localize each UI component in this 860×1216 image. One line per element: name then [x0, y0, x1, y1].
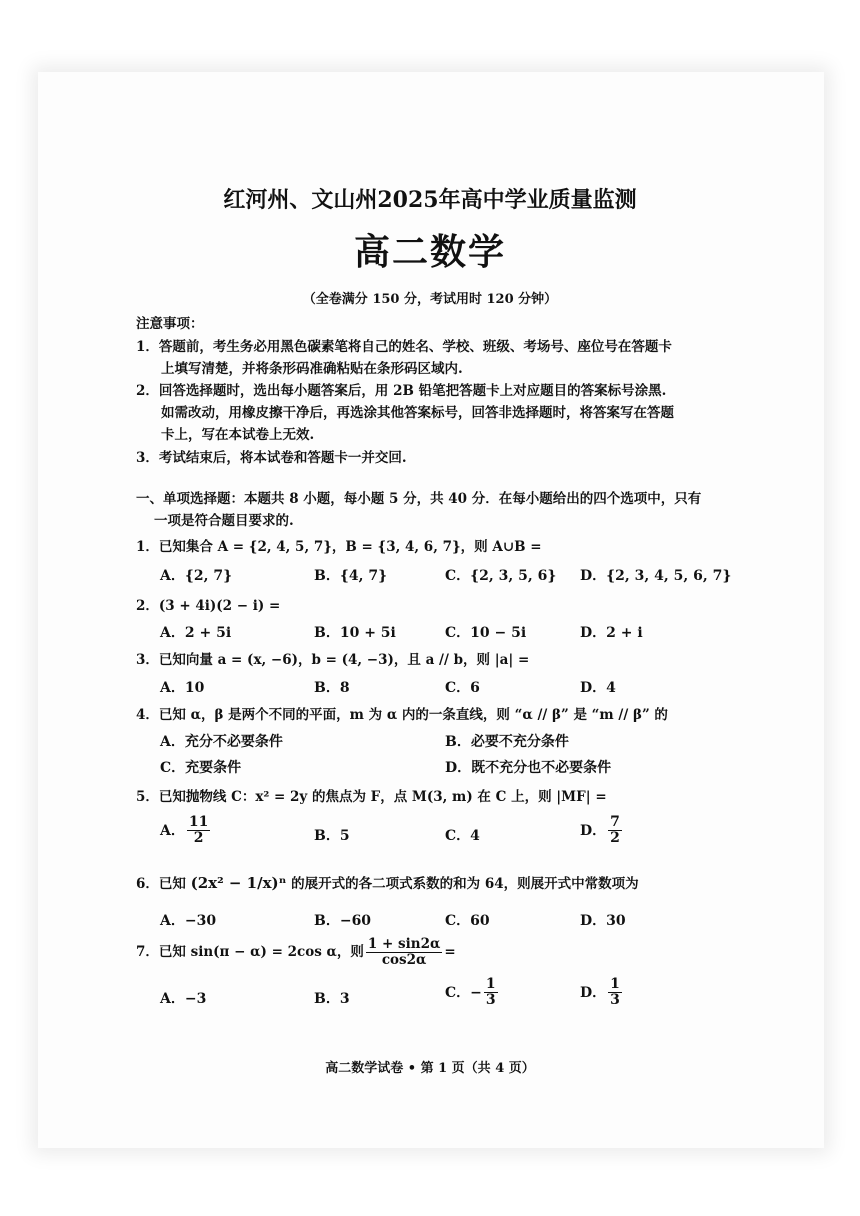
page-footer: 高二数学试卷 • 第 1 页（共 4 页）	[325, 1061, 535, 1076]
exam-info: （全卷满分 150 分，考试用时 120 分钟）	[302, 292, 558, 307]
option: B．−60	[314, 913, 372, 929]
option: A．充分不必要条件	[160, 734, 283, 750]
option: D．{2, 3, 4, 5, 6, 7}	[580, 568, 732, 584]
option: D．既不充分也不必要条件	[445, 760, 612, 776]
option: A．{2, 7}	[160, 568, 233, 584]
notes-line: 1．答题前，考生务必用黑色碳素笔将自己的姓名、学校、班级、考场号、座位号在答题卡	[136, 339, 672, 355]
fraction-numerator: 1	[610, 976, 620, 992]
stem-suffix: =	[444, 943, 456, 960]
fraction-denominator: 2	[610, 830, 620, 847]
stem-prefix: 7．已知 sin(π − α) = 2cos α，则	[136, 943, 364, 960]
option: A．10	[160, 680, 205, 696]
option: B．3	[314, 991, 350, 1007]
option: C．60	[445, 913, 490, 929]
fraction-numerator: 11	[188, 814, 209, 830]
option: C．充要条件	[160, 760, 242, 776]
option: C．4	[445, 828, 480, 844]
option	[580, 977, 624, 1009]
option: C．{2, 3, 5, 6}	[445, 568, 557, 584]
exam-title: 红河州、文山州2025年高中学业质量监测	[223, 187, 637, 213]
section-heading: 一、单项选择题：本题共 8 小题，每小题 5 分，共 40 分．在每小题给出的四个选项中，只有	[136, 491, 702, 507]
fraction-numerator: 1 + sin2α	[367, 936, 441, 952]
question-stem	[136, 937, 456, 968]
option: B．8	[314, 680, 350, 696]
option-label: D．	[580, 984, 607, 1001]
question-stem: 5．已知抛物线 C：x² = 2y 的焦点为 F，点 M(3, m) 在 C 上，则 |MF| =	[136, 789, 607, 805]
stem-suffix: 的展开式的各二项式系数的和为 64，则展开式中常数项为	[291, 876, 639, 892]
notes-line: 2．回答选择题时，选出每小题答案后，用 2B 铅笔把答题卡上对应题目的答案标号涂黑.	[136, 383, 667, 399]
notes-line: 3．考试结束后，将本试卷和答题卡一并交回.	[136, 450, 407, 466]
section-heading-cont: 一项是符合题目要求的.	[154, 513, 294, 529]
option: A．−3	[160, 991, 207, 1007]
option	[445, 977, 500, 1009]
notes-line: 上填写清楚，并将条形码准确粘贴在条形码区域内.	[161, 361, 463, 377]
fraction	[366, 937, 442, 968]
option-label: A．	[160, 822, 185, 839]
option: C．6	[445, 680, 480, 696]
notes-title: 注意事项：	[136, 316, 204, 332]
option: A．−30	[160, 913, 217, 929]
option: A．2 + 5i	[160, 625, 232, 641]
binomial-expression: (2x² − 1/x)ⁿ	[190, 874, 287, 892]
option: B．5	[314, 828, 350, 844]
fraction-denominator: 3	[485, 992, 496, 1009]
stem-prefix: 6．已知	[136, 876, 186, 892]
option: D．4	[580, 680, 616, 696]
option: C．10 − 5i	[445, 625, 527, 641]
option-label: D．	[580, 822, 607, 839]
fraction-denominator: 2	[193, 830, 204, 847]
option: B．10 + 5i	[314, 625, 396, 641]
option	[580, 815, 624, 847]
notes-line: 卡上，写在本试卷上无效.	[161, 427, 315, 443]
fraction-denominator: 3	[610, 992, 620, 1009]
option: D．2 + i	[580, 625, 643, 641]
option-label: C．−	[445, 984, 482, 1001]
notes-line: 如需改动，用橡皮擦干净后，再选涂其他答案标号，回答非选择题时，将答案写在答题	[161, 405, 674, 421]
fraction-numerator: 1	[485, 976, 496, 992]
subject-title: 高二数学	[353, 231, 506, 273]
fraction	[484, 977, 498, 1009]
fraction-denominator: cos2α	[381, 951, 427, 968]
question-stem: 1．已知集合 A = {2, 4, 5, 7}，B = {3, 4, 6, 7}，则 A∪B =	[136, 539, 542, 555]
fraction	[187, 815, 210, 847]
question-stem	[136, 872, 639, 892]
option: B．{4, 7}	[314, 568, 388, 584]
option: B．必要不充分条件	[445, 734, 569, 750]
fraction	[608, 977, 622, 1009]
option	[160, 815, 212, 847]
fraction	[608, 815, 622, 847]
option: D．30	[580, 913, 626, 929]
question-stem: 4．已知 α，β 是两个不同的平面，m 为 α 内的一条直线，则 “α // β” 是 “m // β” 的	[136, 707, 668, 723]
fraction-numerator: 7	[610, 814, 620, 830]
question-stem: 2．(3 + 4i)(2 − i) =	[136, 598, 281, 614]
question-stem: 3．已知向量 a = (x, −6)，b = (4, −3)，且 a // b，则 |a| =	[136, 652, 530, 668]
